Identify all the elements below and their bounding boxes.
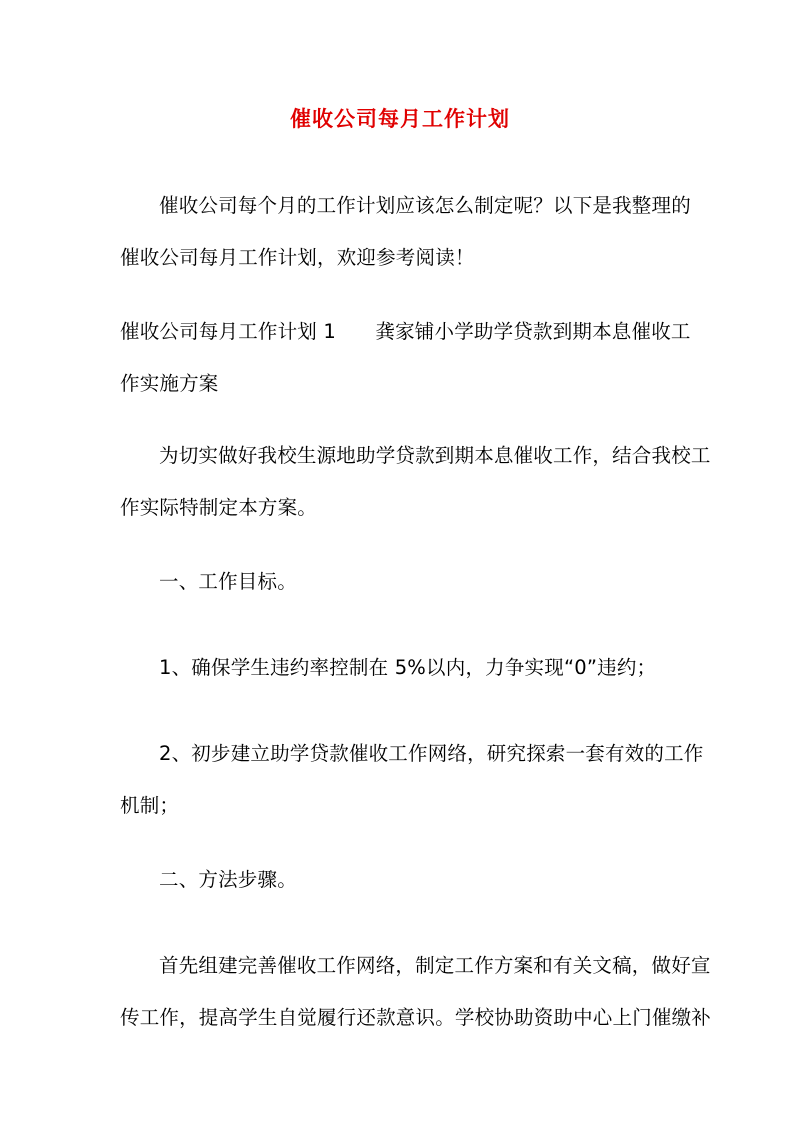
document-title: 催收公司每月工作计划 — [290, 107, 510, 131]
goal-item-2 — [120, 728, 704, 832]
paragraph-line: 首先组建完善催收工作网络，制定工作方案和有关文稿，做好宣 — [159, 954, 711, 977]
goal-item-1 — [120, 642, 684, 694]
paragraph-line: 作实施方案 — [120, 372, 219, 395]
paragraph-line: 催收公司每月工作计划 1 龚家铺小学助学贷款到期本息催收工 — [120, 320, 691, 343]
paragraph-line: 催收公司每月工作计划，欢迎参考阅读！ — [120, 246, 475, 269]
plan-heading-paragraph — [120, 306, 691, 410]
purpose-paragraph — [120, 430, 711, 534]
paragraph-line: 机制； — [120, 794, 180, 817]
paragraph-line: 2、初步建立助学贷款催收工作网络，研究探索一套有效的工作 — [159, 742, 704, 765]
paragraph-line: 为切实做好我校生源地助学贷款到期本息催收工作，结合我校工 — [159, 444, 711, 467]
section-heading-goals — [120, 556, 684, 608]
paragraph-line: 1、确保学生违约率控制在 5%以内，力争实现“0”违约； — [159, 656, 657, 679]
paragraph-line: 一、工作目标。 — [159, 570, 297, 593]
paragraph-line: 作实际特制定本方案。 — [120, 496, 318, 519]
paragraph-line: 二、方法步骤。 — [159, 868, 297, 891]
section-heading-methods — [120, 854, 684, 906]
intro-paragraph — [120, 180, 691, 284]
methods-paragraph — [120, 940, 712, 1044]
paragraph-line: 催收公司每个月的工作计划应该怎么制定呢？以下是我整理的 — [159, 194, 691, 217]
paragraph-line: 传工作，提高学生自觉履行还款意识。学校协助资助中心上门催缴补 — [120, 1006, 712, 1029]
